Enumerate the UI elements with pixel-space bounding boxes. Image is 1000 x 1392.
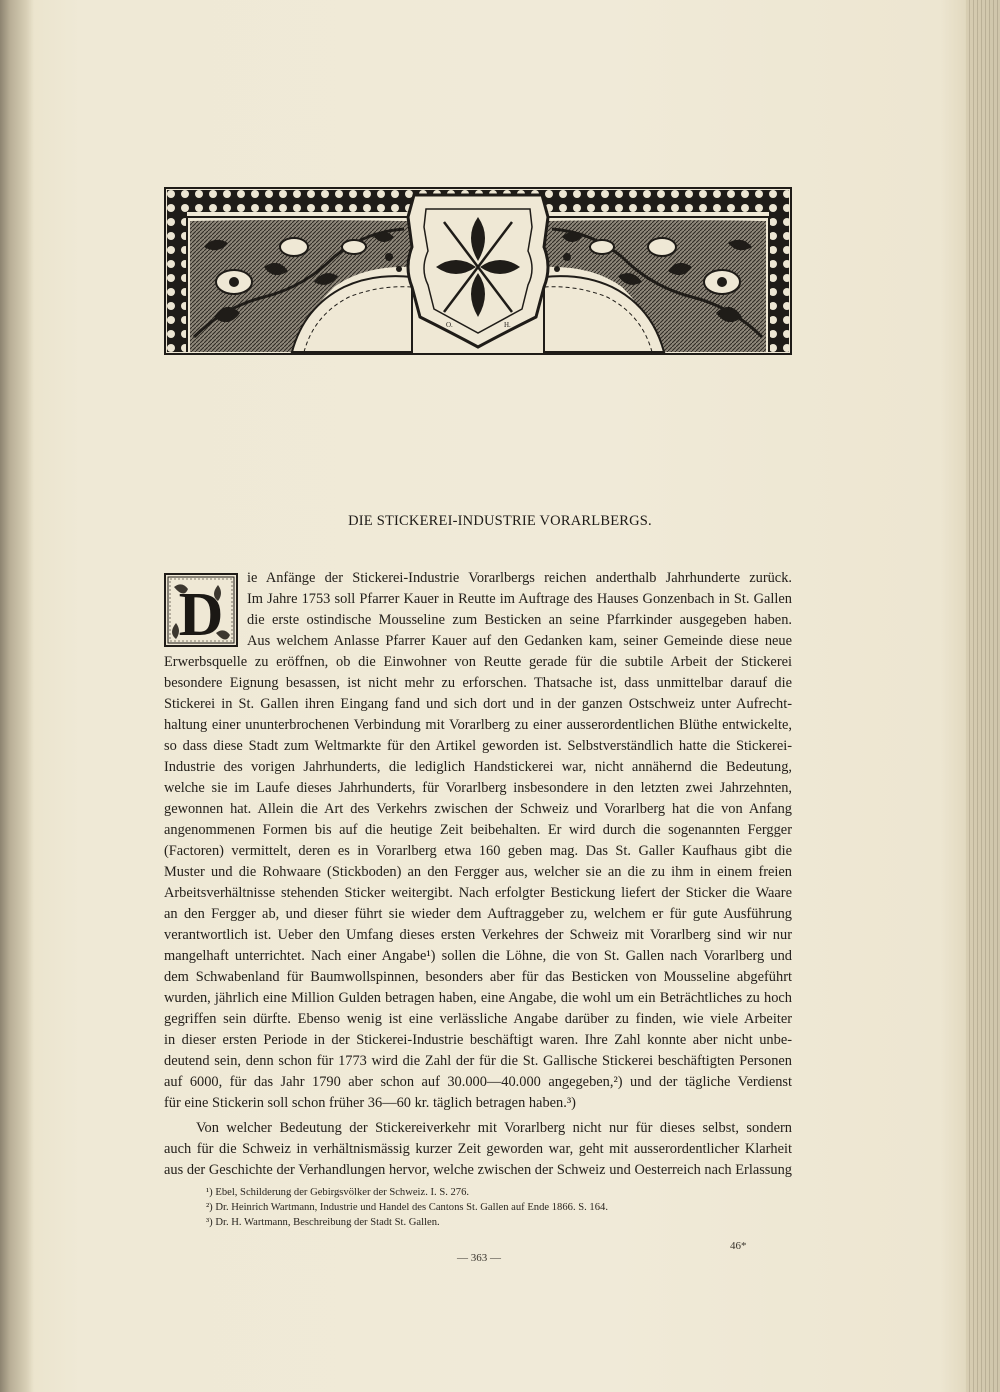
body-line-1: ie Anfänge der Stickerei-Industrie Vorarlbergs reichen anderthalb Jahrhunderte zurück. — [247, 570, 792, 586]
body-line-19: mangelhaft unterrichtet. Nach einer Angabe¹) sollen die Löhne, die von St. Gallen nach Vorarlberg und — [164, 948, 792, 964]
signature-mark: 46* — [730, 1240, 747, 1252]
body-line-18: verantwortlich ist. Ueber den Umfang dieses ersten Verkehres der Schweiz mit Vorarlberg sind wir nur — [164, 927, 792, 943]
monogram-left: O. — [446, 321, 453, 329]
body-line-15: Muster und die Rohwaare (Stickboden) an den Fergger aus, welcher sie an die zu ihm in einem freien — [164, 864, 792, 880]
body-line-17: an den Fergger ab, und dieser führt sie wieder dem Auftraggeber zu, welchem er für gute Ausführung — [164, 906, 792, 922]
ornamental-banner — [164, 187, 792, 355]
page-edges — [966, 0, 1000, 1392]
body-line-24: deutend sein, denn schon für 1773 wird die Zahl der für die St. Gallische Stickerei beschäftigten Personen — [164, 1053, 792, 1069]
body-line-21: wurden, jährlich eine Million Gulden betragen haben, eine Angabe, die wohl um ein Beträchtliches zu hoch — [164, 990, 792, 1006]
body-line-2: Im Jahre 1753 soll Pfarrer Kauer in Reutte im Auftrage des Hauses Gonzenbach in St. Gallen — [247, 591, 792, 607]
body-line-6: besondere Eignung besassen, ist nicht mehr zu erforschen. Thatsache ist, dass unmittelbar darauf die — [164, 675, 792, 691]
body-line-28: auch für die Schweiz in verhältnismässig kurzer Zeit geworden war, geht mit ausserordentlicher Klarheit — [164, 1141, 792, 1157]
body-line-22: gegriffen sein dürfte. Ebenso wenig ist eine verlässliche Angabe darüber zu finden, wie viele Arbeiter — [164, 1011, 792, 1027]
body-line-10: Industrie des vorigen Jahrhunderts, die lediglich Handstickerei war, nicht annähernd die Bedeutung, — [164, 759, 792, 775]
spine-shadow — [0, 0, 34, 1392]
body-line-3: die erste ostindische Mousseline zum Besticken an seine Pfarrkinder ausgegeben haben. — [247, 612, 792, 628]
footnote-3: ³) Dr. H. Wartmann, Beschreibung der Stadt St. Gallen. — [206, 1217, 440, 1228]
drop-cap-initial — [164, 573, 238, 647]
body-line-16: Arbeitsverhältnisse stehenden Sticker weitergibt. Nach erfolgter Bestickung liefert der Sticker die Waare — [164, 885, 792, 901]
page-number: — 363 — — [457, 1252, 501, 1264]
footnote-2: ²) Dr. Heinrich Wartmann, Industrie und Handel des Cantons St. Gallen auf Ende 1866. S. 164. — [206, 1202, 608, 1213]
drop-cap-letter: D — [178, 581, 224, 647]
body-line-27: Von welcher Bedeutung der Stickereiverkehr mit Vorarlberg nicht nur für dieses selbst, sondern — [196, 1120, 792, 1136]
body-line-9: so dass diese Stadt zum Weltmarkte für den Artikel geworden ist. Selbstverständlich hatte die Stickerei- — [164, 738, 792, 754]
body-line-25: auf 6000, für das Jahr 1790 aber schon auf 30.000—40.000 angegeben,²) und der tägliche Verdienst — [164, 1074, 792, 1090]
body-line-4: Aus welchem Anlasse Pfarrer Kauer auf den Gedanken kam, seiner Gemeinde diese neue — [247, 633, 792, 649]
article-title: DIE STICKEREI-INDUSTRIE VORARLBERGS. — [348, 513, 652, 529]
monogram-right: H. — [504, 321, 511, 329]
body-line-26: für eine Stickerin soll schon früher 36—60 kr. täglich betragen haben.³) — [164, 1095, 576, 1111]
body-line-14: (Factoren) vermittelt, deren es in Vorarlberg etwa 160 geben mag. Das St. Galler Kaufhaus gibt die — [164, 843, 792, 859]
body-line-12: gewonnen hat. Allein die Art des Verkehrs zwischen der Schweiz und Vorarlberg hat die von Anfang — [164, 801, 792, 817]
body-line-23: in dieser ersten Periode in der Stickerei-Industrie beschäftigt waren. Ihre Zahl konnte aber nicht unbe- — [164, 1032, 792, 1048]
body-line-20: dem Schwabenland für Baumwollspinnen, besonders aber für das Besticken von Mousseline abgeführt — [164, 969, 792, 985]
footnote-1: ¹) Ebel, Schilderung der Gebirgsvölker der Schweiz. I. S. 276. — [206, 1187, 470, 1198]
body-line-29: aus der Geschichte der Verhandlungen hervor, welche zwischen der Schweiz und Oesterreich nach Erlassung — [164, 1162, 792, 1178]
body-line-13: angenommenen Formen bis auf die heutige Zeit beibehalten. Er wird durch die sogenannten Fergger — [164, 822, 792, 838]
body-line-8: haltung einer ununterbrochenen Verbindung mit Vorarlberg zu einer ausserordentlichen Blüthe entwickelte, — [164, 717, 792, 733]
body-line-7: Stickerei in St. Gallen ihren Eingang fand und sich dort und in der ganzen Ostschweiz unter Aufrecht- — [164, 696, 792, 712]
body-line-5: Erwerbsquelle zu eröffnen, ob die Einwohner von Reutte gerade für die subtile Arbeit der Stickerei — [164, 654, 792, 670]
body-line-11: welche sie im Laufe dieses Jahrhunderts, für Vorarlberg insbesondere in den letzten zwei Jahrzehnten, — [164, 780, 792, 796]
